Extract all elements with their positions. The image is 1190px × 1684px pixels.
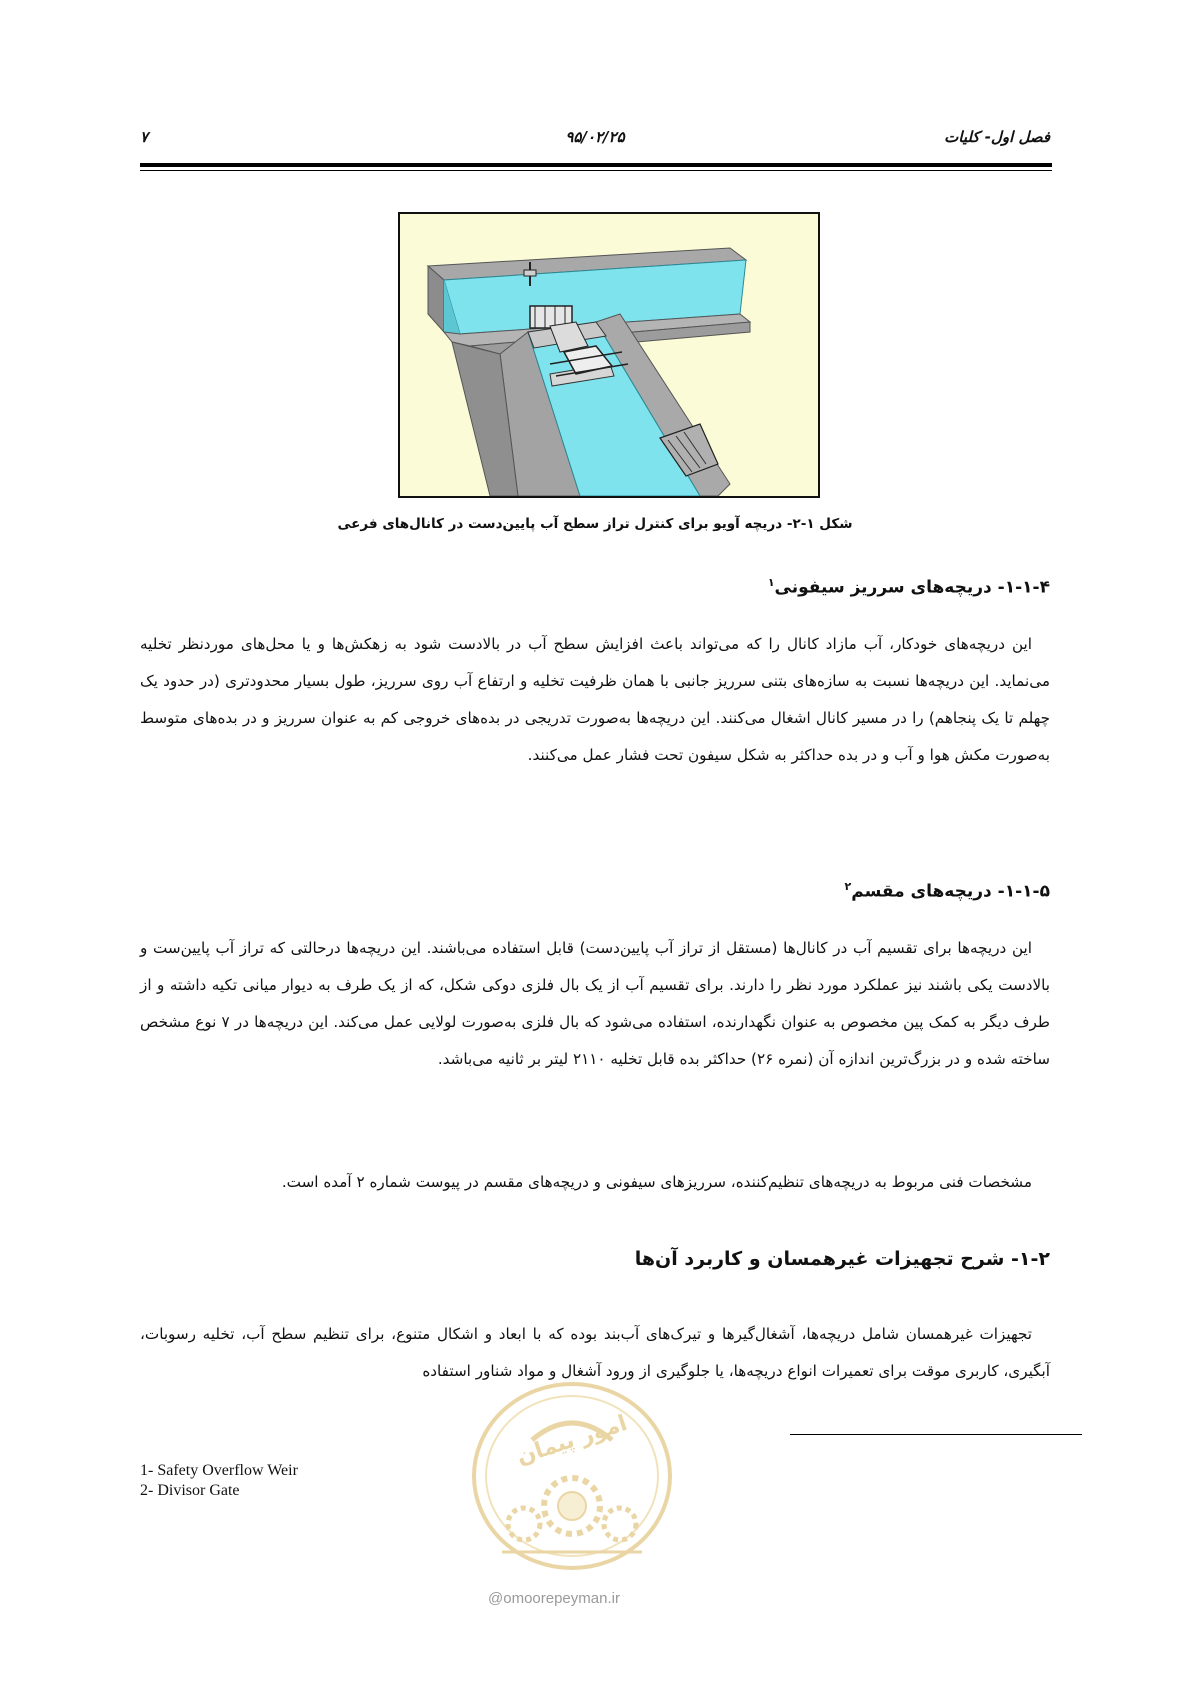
footnote-1: 1- Safety Overflow Weir: [140, 1462, 298, 1479]
header-rule-thick: [140, 163, 1052, 167]
section-heading-nonuniform-equipment: [140, 1248, 1050, 1270]
footnote-rule: [790, 1434, 1082, 1435]
figure-canal-gate: [398, 212, 820, 498]
watermark-logo-text: امور پیمان: [513, 1410, 631, 1471]
watermark-logo: [462, 1376, 682, 1576]
heading-text: ۱-۱-۵- دریچه‌های مقسم: [851, 881, 1050, 902]
note-text: مشخصات فنی مربوط به دریچه‌های تنظیم‌کننده، سرریزهای سیفونی و دریچه‌های مقسم در پیوست شماره ۲ آمده است.: [281, 1173, 1032, 1191]
paragraph-siphon-weir: [140, 626, 1050, 774]
paragraph-text: این دریچه‌های خودکار، آب مازاد کانال را که می‌تواند باعث افزایش سطح آب در بالادست شود به زهکش‌ها و یا محل‌های موردنظر تخلیه می‌نماید. این دریچه‌ها نسبت به سازه‌های بتنی سرریز جانبی با همان ظرفیت تخلیه و ارتفاع آب روی سرریز، طول بسیار محدودتری (در حدود یک چهلم تا یک پنجاهم) را در مسیر کانال اشغال می‌کنند. این دریچه‌ها به‌صورت تدریجی در بده‌های خروجی کم به عنوان سرریز و در بده‌های متوسط به‌صورت مکش هوا و آب و در بده حداکثر به شکل سیفون تحت فشار عمل می‌کنند.: [140, 635, 1050, 764]
footnote-mark: ۱: [767, 576, 775, 589]
section-heading-divisor-gate: [140, 880, 1050, 902]
watermark-url: @omoorepeyman.ir: [488, 1590, 620, 1607]
page-number: ۷: [140, 128, 149, 146]
footnote-mark: ۲: [844, 880, 852, 893]
section-heading-siphon-weir: [140, 576, 1050, 598]
heading-text: ۱-۲- شرح تجهیزات غیرهمسان و کاربرد آن‌ها: [634, 1248, 1050, 1270]
heading-text: ۱-۱-۴- دریچه‌های سرریز سیفونی: [774, 577, 1050, 598]
paragraph-text: تجهیزات غیرهمسان شامل دریچه‌ها، آشغال‌گیرها و تیرک‌های آب‌بند بوده که با ابعاد و اشکال متنوع، برای تنظیم سطح آب، تخلیه رسوبات، آبگیری، کاربری موقت برای تعمیرات انواع دریچه‌ها، یا جلوگیری از ورود آشغال و مواد شناور استفاده: [140, 1325, 1050, 1380]
paragraph-text: این دریچه‌ها برای تقسیم آب در کانال‌ها (مستقل از تراز آب پایین‌دست) قابل استفاده می‌باشند. این دریچه‌ها درحالتی که تراز آب پایین‌ست و بالادست یکی باشند نیز عملکرد مورد نظر را دارند. برای تقسیم آب از یک بال فلزی دوکی شکل، که از یک طرف به دیوار میانی تکیه داشته و از طرف دیگر به کمک پین مخصوص به عنوان نگهدارنده، استفاده می‌شود که بال فلزی به‌صورت لولایی عمل می‌کند. این دریچه‌ها در ۷ نوع مشخص ساخته شده و در بزرگ‌ترین اندازه آن (نمره ۲۶) حداکثر بده قابل تخلیه ۲۱۱۰ لیتر بر ثانیه می‌باشد.: [140, 939, 1050, 1068]
page-header: [140, 128, 1050, 152]
paragraph-appendix-note: [140, 1164, 1050, 1201]
header-rule-thin: [140, 170, 1052, 171]
paragraph-divisor-gate: [140, 930, 1050, 1078]
chapter-title: فصل اول- کلیات: [944, 128, 1050, 146]
figure-caption: شکل ۱-۲- دریچه آویو برای کنترل تراز سطح آب پایین‌دست در کانال‌های فرعی: [337, 516, 853, 532]
canal-gate-illustration: [400, 214, 818, 496]
footnote-2: 2- Divisor Gate: [140, 1482, 240, 1499]
header-date: ۹۵/۰۲/۲۵: [565, 128, 625, 146]
